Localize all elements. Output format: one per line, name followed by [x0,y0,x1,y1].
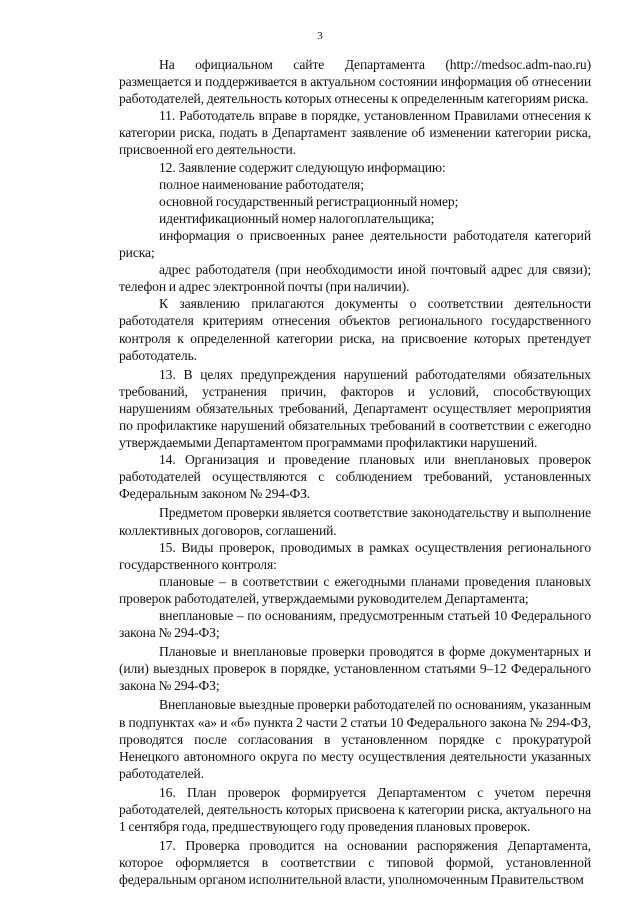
paragraph-11: 11. Работодатель вправе в порядке, установленном Правилами отнесения к категории риска, подать в Департамент заявление об изменении категории риска, присвоенной его деятельности. [119,108,591,158]
paragraph-official-site: На официальном сайте Департамента (http://medsoc.adm-nao.ru) размещается и поддерживается в актуальном состоянии информация об отнесении работодателей, деятельность которых отнесены к определенным категориям риска. [119,57,591,107]
list-item-inn: идентификационный номер налогоплательщика; [159,210,435,226]
paragraph-inspection-forms: Плановые и внеплановые проверки проводятся в форме документарных и (или) выездных проверок в порядке, установленном статьями 9–12 Федерального закона № 294-ФЗ; [119,644,591,694]
list-item-risk-categories: информация о присвоенных ранее деятельности работодателя категорий риска; [119,227,591,261]
paragraph-17: 17. Проверка проводится на основании распоряжения Департамента, которое оформляется в соответствии с типовой формой, установленной федеральным органом исполнительной власти, уполномоченным Правительством [119,838,591,888]
page-number: 3 [317,30,323,42]
paragraph-14: 14. Организация и проведение плановых или внеплановых проверок работодателей осуществляются с соблюдением требований, установленных Федеральным законом № 294-ФЗ. [119,452,591,502]
paragraph-12: 12. Заявление содержит следующую информацию: [159,159,446,175]
list-item-planned: плановые – в соответствии с ежегодными планами проведения плановых проверок работодателей, утверждаемыми руководителем Департамента; [119,573,591,606]
paragraph-16: 16. План проверок формируется Департаментом с учетом перечня работодателей, деятельность которых присвоена к категории риска, актуального на 1 сентября года, предшествующего году проведения плановых проверок. [119,784,591,835]
paragraph-15: 15. Виды проверок, проводимых в рамках осуществления регионального государственного контроля: [119,539,591,572]
paragraph-unplanned-onsite: Внеплановые выездные проверки работодателей по основаниям, указанным в подпунктах «а» и «б» пункта 2 части 2 статьи 10 Федерального закона № 294-ФЗ, проводятся после согласования в установленном порядке с прокуратурой Ненецкого автономного округа по месту осуществления деятельности указанных работодателей. [119,697,591,781]
list-item-unplanned: внеплановые – по основаниям, предусмотренным статьей 10 Федерального закона № 294-ФЗ; [119,608,591,641]
paragraph-attachments: К заявлению прилагаются документы о соответствии деятельности работодателя критериям отнесения объектов регионального государственного контроля к определенной категории риска, на присвоение которых претендует работодатель. [119,296,591,363]
list-item-full-name: полное наименование работодателя; [159,176,364,192]
list-item-address: адрес работодателя (при необходимости иной почтовый адрес для связи); телефон и адрес электронной почты (при наличии). [119,262,591,295]
paragraph-inspection-subject: Предметом проверки является соответствие законодательству и выполнение коллективных договоров, соглашений. [119,505,591,538]
list-item-ogrn: основной государственный регистрационный номер; [159,193,459,209]
document-body [119,56,591,889]
paragraph-13: 13. В целях предупреждения нарушений работодателями обязательных требований, устранения причин, факторов и условий, способствующих нарушениям обязательных требований, Департамент осуществляет мероприятия по профилактике нарушений обязательных требований в соответствии с ежегодно утверждаемыми Департаментом программами профилактики нарушений. [119,366,591,451]
